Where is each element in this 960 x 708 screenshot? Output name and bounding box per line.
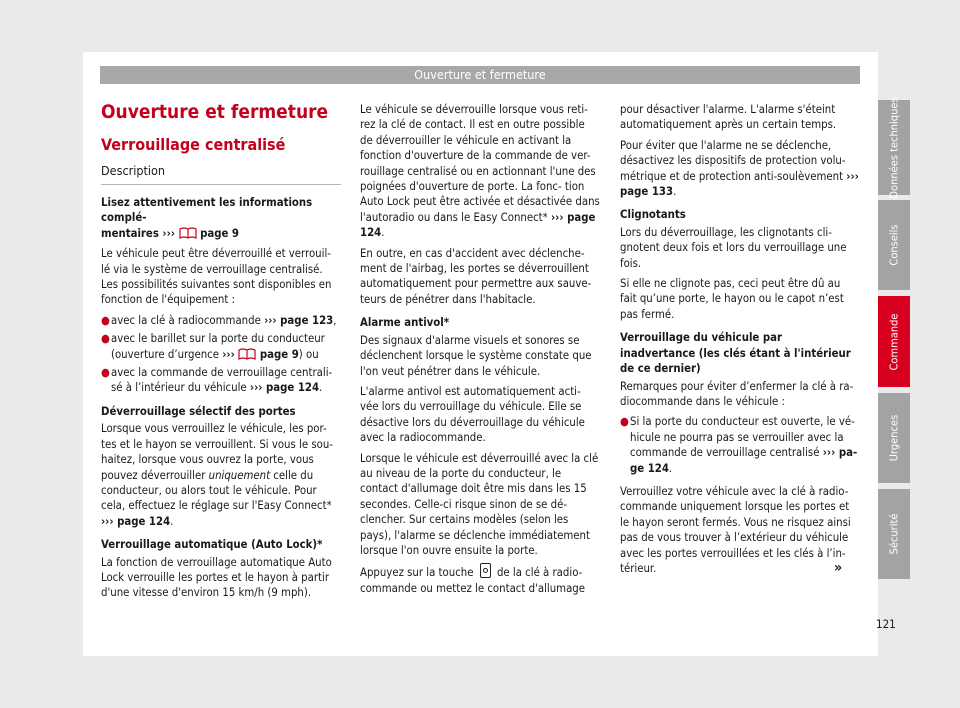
book-icon (179, 227, 197, 239)
tab-securite[interactable]: Sécurité (878, 489, 910, 579)
page-link[interactable]: ››› (222, 347, 239, 361)
paragraph: Des signaux d'alarme visuels et sonores se déclenchent lorsque le système constate que l'on veut pénétrer dans le véhicule. (360, 333, 592, 378)
page-link[interactable]: ››› page 133 (620, 169, 859, 199)
intro-note: Lisez attentivement les informations complé- mentaires ››› page 9 (101, 196, 313, 240)
paragraph: L'alarme antivol est automatiquement acti- vée lors du verrouillage du véhicule. Elle se désactive lors du déverrouillage du véhicule avec la radiocommande. (360, 384, 585, 445)
bullet-icon: ● (101, 313, 110, 327)
paragraph: Remarques pour éviter d’enfermer la clé à ra- diocommande dans le véhicule : (620, 379, 854, 408)
subheading: Déverrouillage sélectif des portes (101, 404, 296, 418)
tab-conseils[interactable]: Conseils (878, 200, 910, 290)
subheading: Verrouillage automatique (Auto Lock)* (101, 538, 323, 552)
bullet-icon: ● (101, 332, 110, 346)
paragraph: Appuyez sur la touche de la clé à radio- commande ou mettez le contact d'allumage (360, 563, 600, 596)
paragraph: En outre, en cas d'accident avec déclenche- ment de l'airbag, les portes se déverrouillent automatiquement pour permettre aux sauve- teurs de pénétrer dans l'habitacle. (360, 246, 592, 306)
section-title: Verrouillage centralisé (101, 135, 286, 154)
page-link[interactable]: ››› page 123 (264, 313, 334, 327)
paragraph: Lorsque vous verrouillez le véhicule, les por- tes et le hayon se verrouillent. Si vous le sou- haitez, lorsque vous ouvrez la porte, vous pouvez déverrouiller uniquement celle du conducteur, ou alors tout le véhicule. Pour cela, effectuez le réglage sur l'Easy Connect* ››› page 124. (101, 422, 333, 528)
paragraph: pour désactiver l'alarme. L'alarme s'éteint automatiquement après un certain temps. (620, 103, 837, 132)
page-number: 121 (876, 617, 896, 631)
tab-urgences[interactable]: Urgences (878, 393, 910, 483)
paragraph: La fonction de verrouillage automatique Auto Lock verrouille les portes et le hayon à partir d'une vitesse d'environ 15 km/h (9 mph). (101, 555, 332, 600)
subheading: Alarme antivol* (360, 316, 450, 330)
page-link[interactable]: ››› (162, 226, 179, 240)
paragraph: Lors du déverrouillage, les clignotants cli- gnotent deux fois et lors du verrouillage une fois. (620, 225, 847, 270)
list-item: ● avec le barillet sur la porte du conducteur (ouverture d’urgence ››› page 9) ou (101, 332, 325, 361)
tab-donnees-techniques[interactable]: Données techniques (878, 100, 910, 195)
paragraph: Le véhicule se déverrouille lorsque vous reti- rez la clé de contact. Il est en outre possible de déverrouiller le véhicule en activant la fonction d'ouverture de la commande de ver- rouillage centralisé ou en actionnant l'une des poignées d'ouverture de porte. La fonc- tion Auto Lock peut être activée et désactivée dans l'autoradio ou dans le Easy Connect* ››› page 124. (360, 103, 600, 240)
page-link[interactable]: page 9 (196, 226, 239, 240)
book-icon (238, 348, 256, 360)
paragraph: Si elle ne clignote pas, ceci peut être dû au fait qu’une porte, le hayon ou le capot n’est pas fermé. (620, 277, 844, 321)
page-link[interactable]: ››› page 124 (249, 381, 320, 395)
list-item: ● avec la clé à radiocommande ››› page 123, (101, 313, 337, 327)
column-3 (620, 102, 860, 581)
column-2 (360, 102, 600, 601)
continued-arrow-icon: » (834, 560, 843, 576)
page-link[interactable]: ››› page 124 (101, 514, 171, 528)
subheading: Clignotants (620, 208, 686, 222)
page-title: Ouverture et fermeture (101, 101, 329, 123)
paragraph: Le véhicule peut être déverrouillé et verrouil- lé via le système de verrouillage centralisé. Les possibilités suivantes sont disponibles en fonction de l'équipement : (101, 247, 332, 307)
subsection-title: Description (101, 163, 166, 178)
bullet-icon: ● (620, 415, 629, 429)
header-band: Ouverture et fermeture (100, 66, 860, 84)
lock-key-icon (480, 563, 491, 578)
page-link[interactable]: ››› pa- ge 124 (630, 446, 858, 475)
tab-commande[interactable]: Commande (878, 296, 910, 387)
divider (101, 184, 341, 185)
paragraph: Verrouillez votre véhicule avec la clé à radio- commande uniquement lorsque les portes et le hayon seront fermés. Vous ne risquez ainsi pas de vous trouver à l’extérieur du véhicule avec les portes verrouillées et les clés à l’in- térieur. (620, 484, 851, 575)
list-item: ● avec la commande de verrouillage centrali- sé à l’intérieur du véhicule ››› page 124. (101, 366, 333, 395)
list-item: ● Si la porte du conducteur est ouverte, le vé- hicule ne pourra pas se verrouiller avec la commande de verrouillage centralisé ››› pa- ge 124. (620, 415, 858, 475)
subheading: Verrouillage du véhicule par inadvertance (les clés étant à l'intérieur de ce dernier) (620, 331, 851, 376)
column-1 (101, 100, 341, 606)
paragraph: Pour éviter que l'alarme ne se déclenche, désactivez les dispositifs de protection volu- métrique et de protection anti-soulèvement ››› page 133. (620, 138, 859, 199)
paragraph: Lorsque le véhicule est déverrouillé avec la clé au niveau de la porte du conducteur, le contact d'allumage doit être mis dans les 15 secondes. Celle-ci risque sinon de se dé- clencher. Sur certains modèles (selon les pays), l'alarme se déclenche immédiatement lorsque l'on ouvre ensuite la porte. (360, 451, 599, 557)
page-link[interactable]: page 9 (256, 347, 299, 361)
page-link[interactable]: ››› page 124 (360, 210, 596, 240)
bullet-icon: ● (101, 366, 110, 380)
